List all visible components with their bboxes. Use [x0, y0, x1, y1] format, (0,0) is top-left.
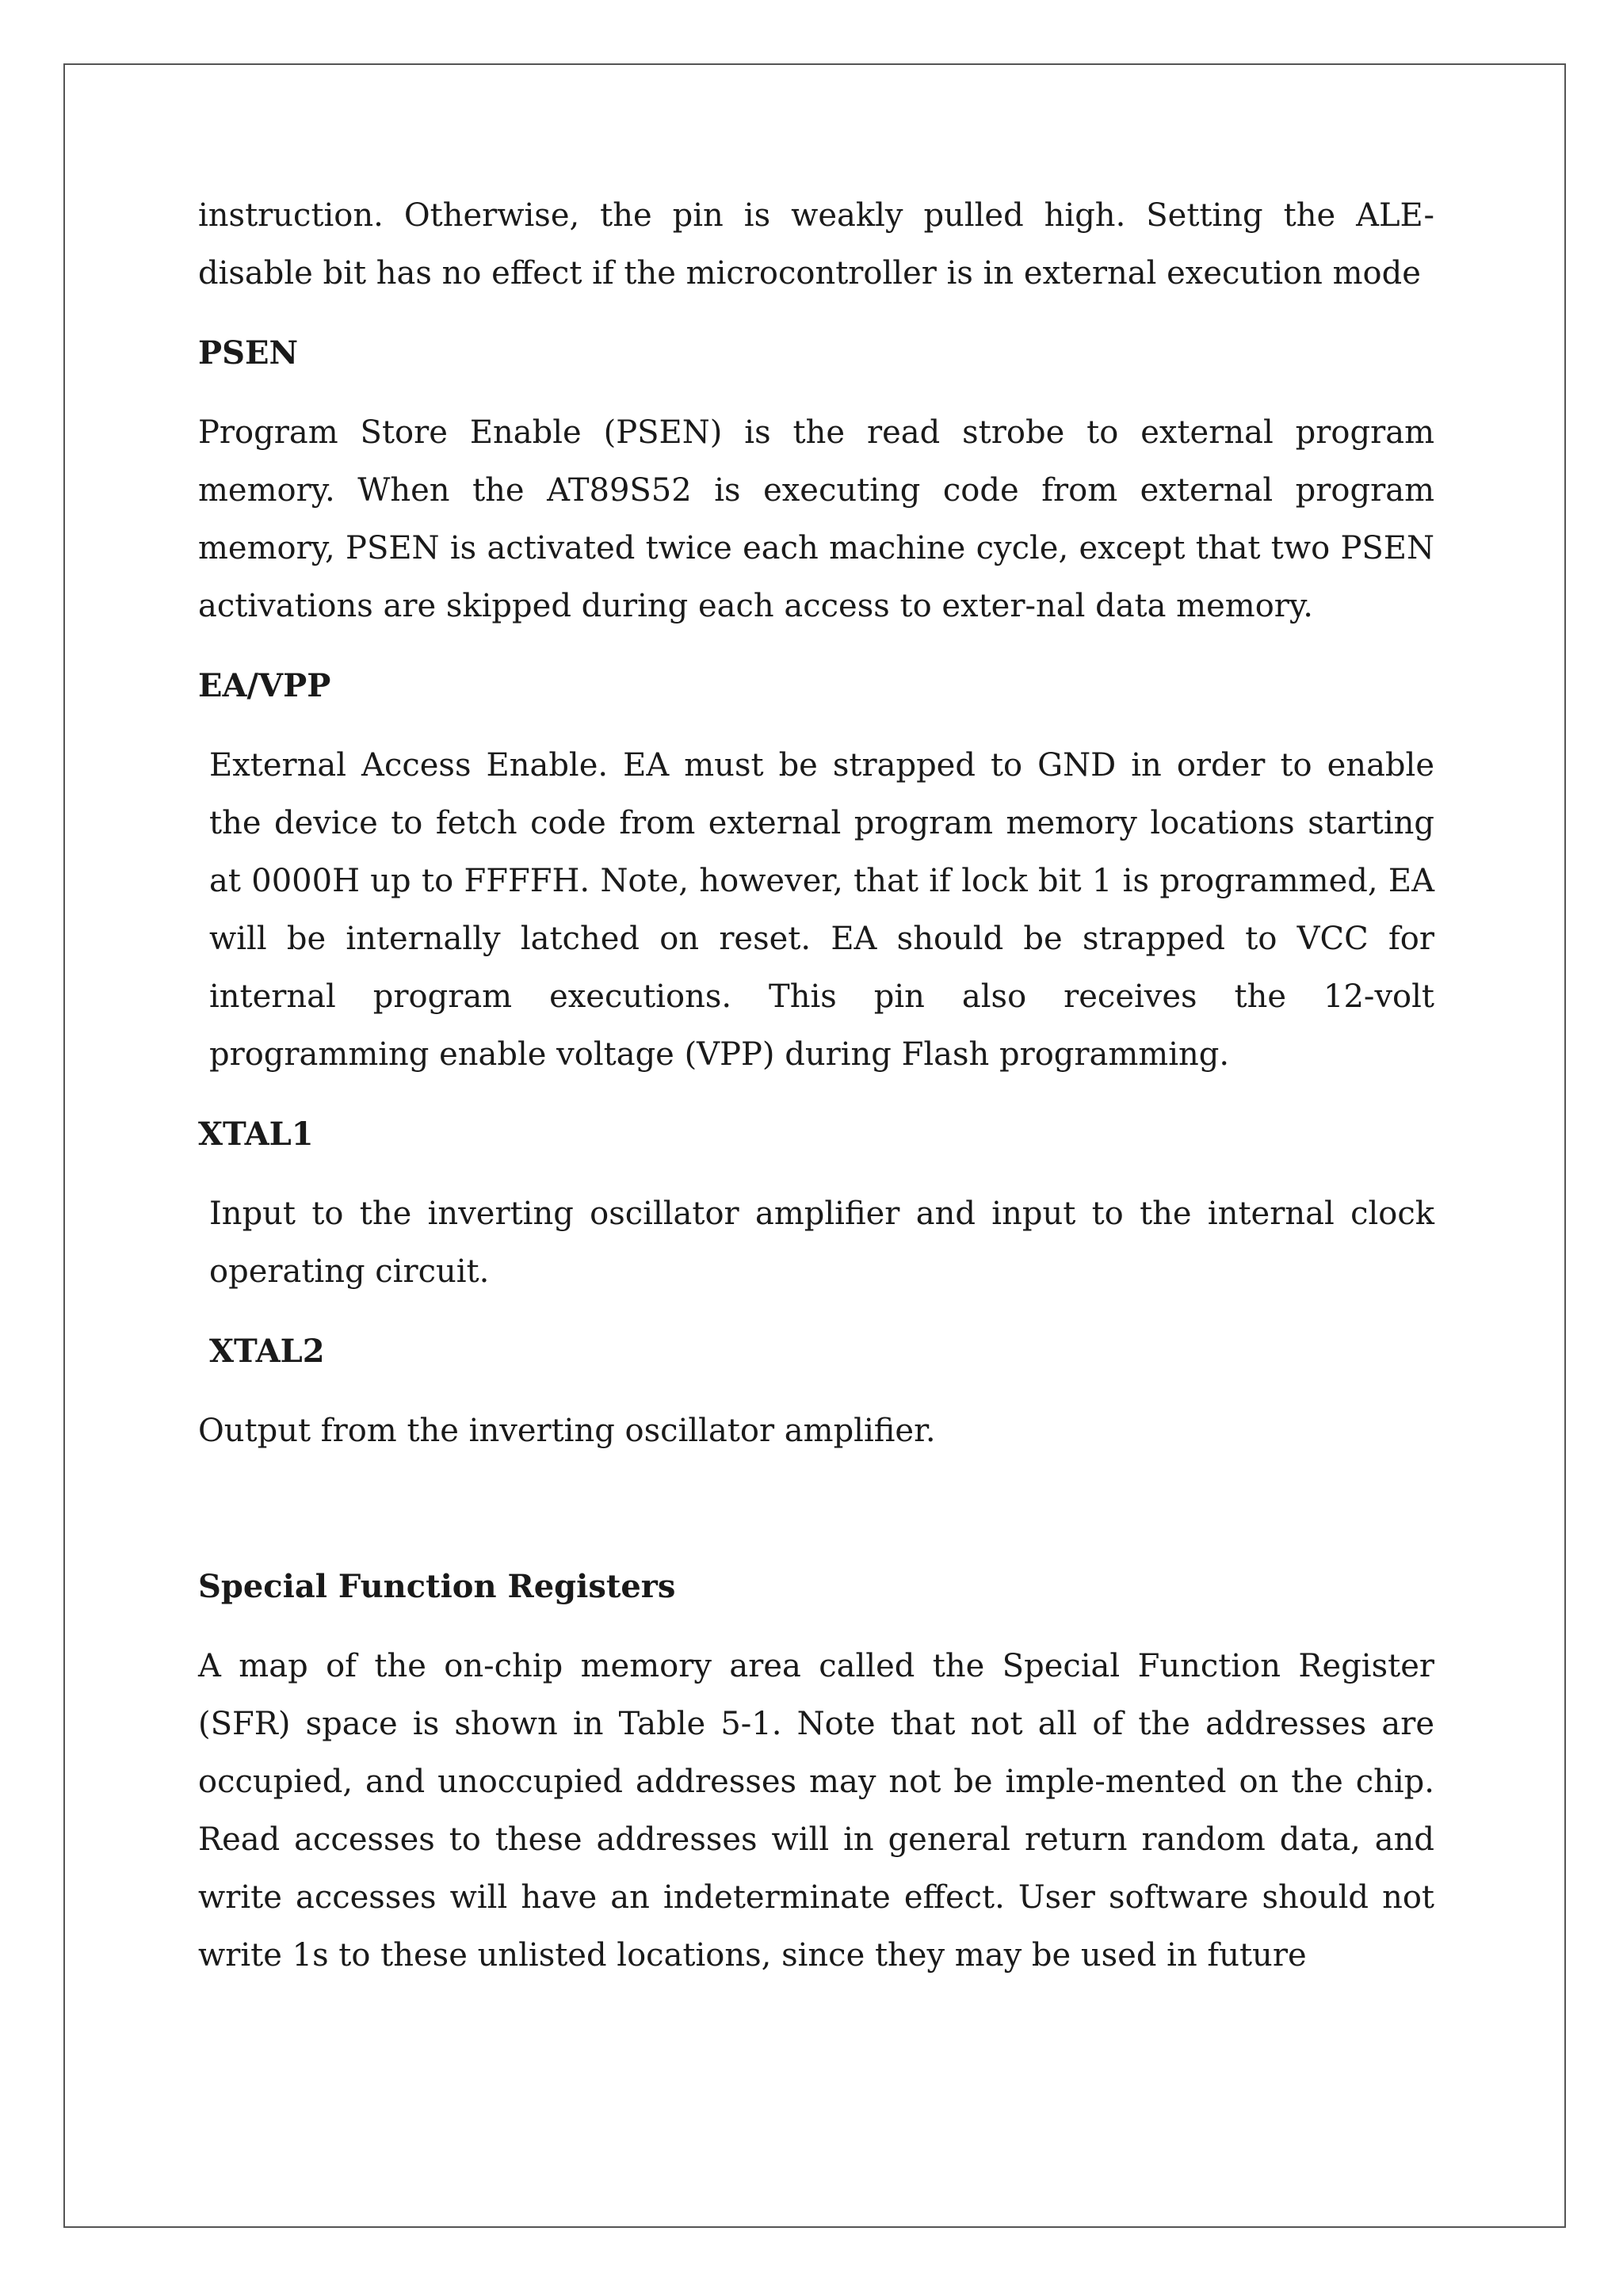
xtal1-paragraph: Input to the inverting oscillator amplifier and input to the internal clock operating circuit.: [209, 1196, 1434, 1290]
xtal2-heading: XTAL2: [209, 1333, 325, 1370]
document-body: [198, 187, 1434, 1985]
sfr-paragraph: A map of the on-chip memory area called the Special Function Register (SFR) space is shown in Table 5-1. Note that not all of the addresses are occupied, and unoccupied addresses may not be imple-mented on the chip. Read accesses to these addresses will in general return random data, and write accesses will have an indeterminate effect. User software should not write 1s to these unlisted locations, since they may be used in future: [198, 1648, 1434, 1974]
psen-paragraph: Program Store Enable (PSEN) is the read strobe to external program memory. When the AT89S52 is executing code from external program memory, PSEN is activated twice each machine cycle, except that two PSEN activations are skipped during each access to exter-nal data memory.: [198, 414, 1434, 624]
psen-heading: PSEN: [198, 334, 299, 372]
intro-paragraph: instruction. Otherwise, the pin is weakly pulled high. Setting the ALE-disable bit has no effect if the microcontroller is in external execution mode: [198, 197, 1434, 292]
xtal1-heading: XTAL1: [198, 1116, 314, 1153]
ea-vpp-heading: EA/VPP: [198, 667, 331, 704]
xtal2-paragraph: Output from the inverting oscillator amplifier.: [198, 1413, 936, 1449]
ea-vpp-paragraph: External Access Enable. EA must be strapped to GND in order to enable the device to fetch code from external program memory locations starting at 0000H up to FFFFH. Note, however, that if lock bit 1 is programmed, EA will be internally latched on reset. EA should be strapped to VCC for internal program executions. This pin also receives the 12-volt programming enable voltage (VPP) during Flash programming.: [209, 747, 1434, 1073]
sfr-heading: Special Function Registers: [198, 1568, 676, 1605]
